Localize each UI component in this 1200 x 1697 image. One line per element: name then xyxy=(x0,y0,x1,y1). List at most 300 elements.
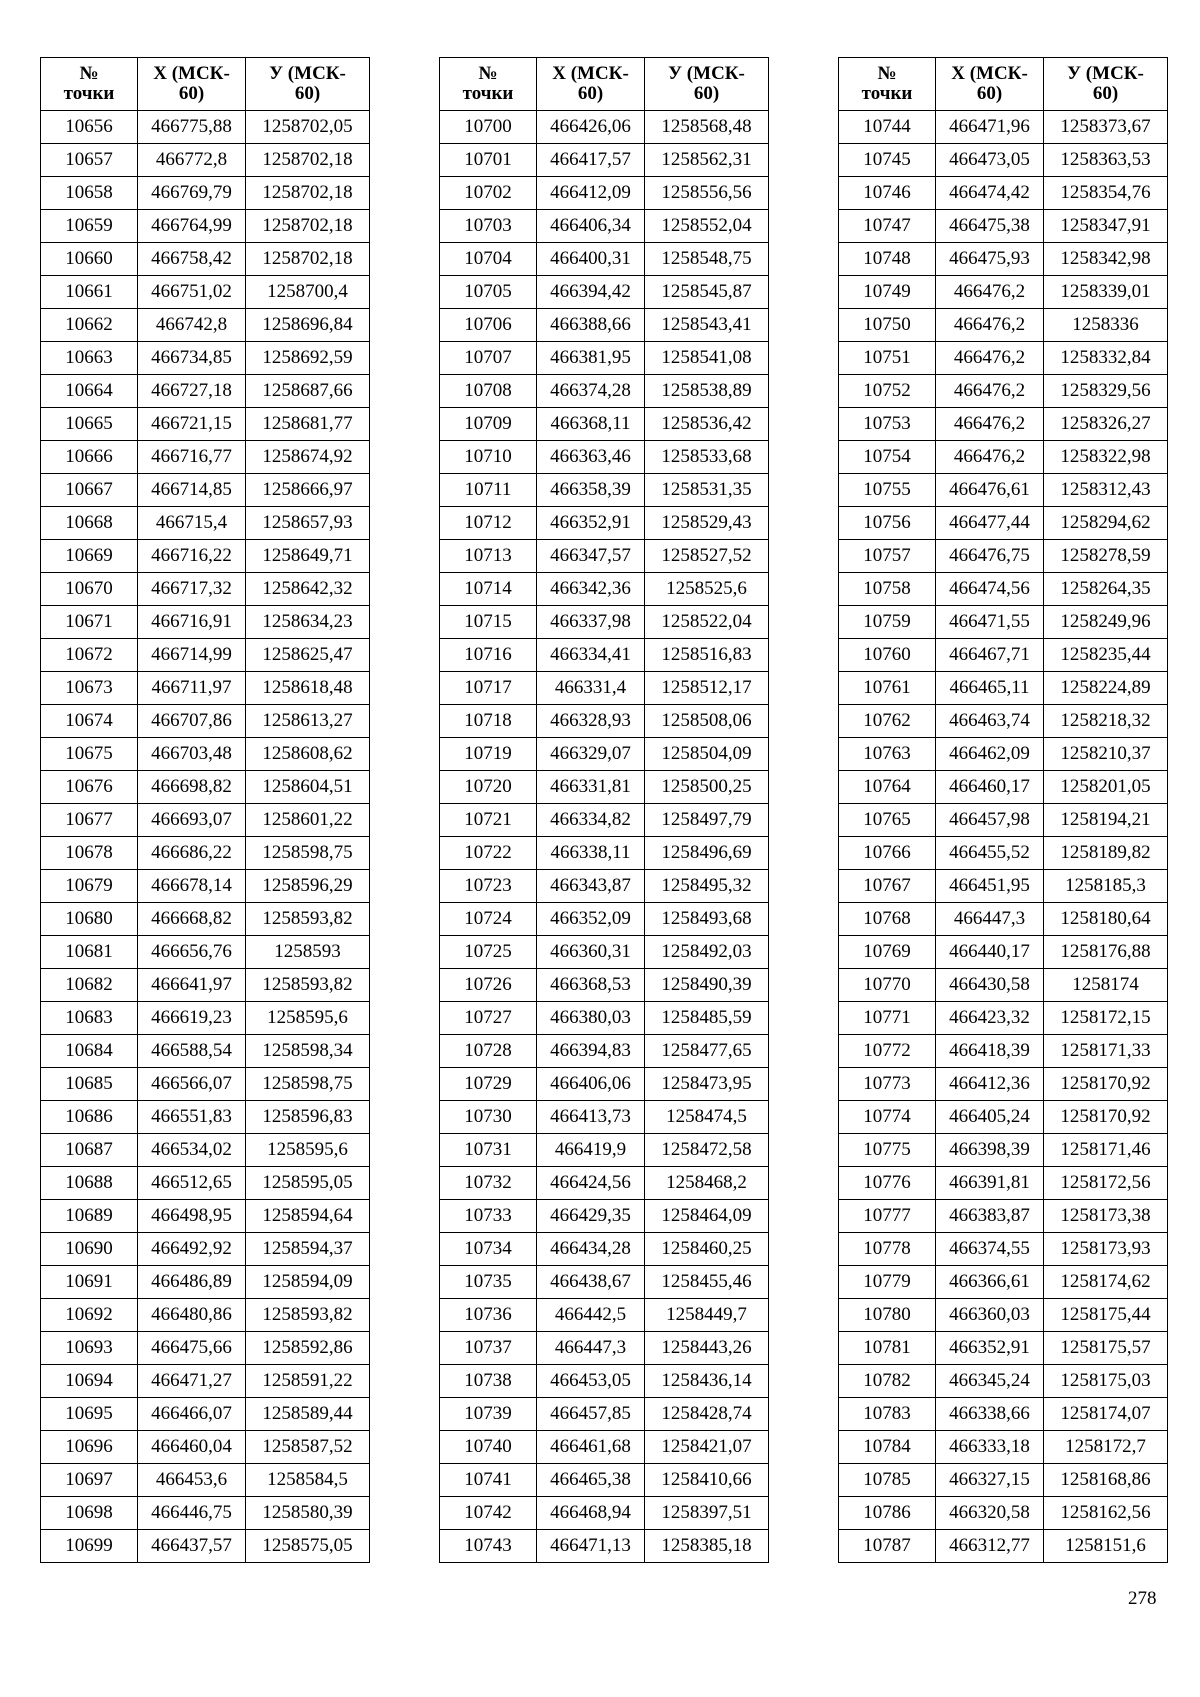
point-number-cell: 10738 xyxy=(440,1365,537,1398)
x-coord-cell: 466438,67 xyxy=(537,1266,645,1299)
point-number-cell: 10777 xyxy=(839,1200,936,1233)
point-number-cell: 10681 xyxy=(41,936,138,969)
table-row xyxy=(41,243,370,276)
point-number-cell: 10734 xyxy=(440,1233,537,1266)
point-number-cell: 10736 xyxy=(440,1299,537,1332)
table-row xyxy=(41,870,370,903)
y-coord-cell: 1258525,6 xyxy=(645,573,769,606)
y-coord-cell: 1258687,66 xyxy=(246,375,370,408)
y-coord-cell: 1258322,98 xyxy=(1044,441,1168,474)
y-coord-cell: 1258249,96 xyxy=(1044,606,1168,639)
point-number-cell: 10679 xyxy=(41,870,138,903)
col-header-x xyxy=(537,58,645,111)
y-coord-cell: 1258464,09 xyxy=(645,1200,769,1233)
point-number-cell: 10713 xyxy=(440,540,537,573)
table-row xyxy=(440,309,769,342)
y-coord-cell: 1258294,62 xyxy=(1044,507,1168,540)
y-coord-cell: 1258674,92 xyxy=(246,441,370,474)
x-coord-cell: 466758,42 xyxy=(138,243,246,276)
point-number-cell: 10739 xyxy=(440,1398,537,1431)
table-row xyxy=(839,672,1168,705)
x-coord-cell: 466474,56 xyxy=(936,573,1044,606)
table-row xyxy=(839,1431,1168,1464)
x-coord-cell: 466461,68 xyxy=(537,1431,645,1464)
col-header-x-line2: 60) xyxy=(178,83,205,104)
point-number-cell: 10694 xyxy=(41,1365,138,1398)
table-row xyxy=(440,903,769,936)
table-row xyxy=(41,1464,370,1497)
table-row xyxy=(839,144,1168,177)
x-coord-cell: 466337,98 xyxy=(537,606,645,639)
y-coord-cell: 1258500,25 xyxy=(645,771,769,804)
table-row xyxy=(41,210,370,243)
x-coord-cell: 466769,79 xyxy=(138,177,246,210)
x-coord-cell: 466440,17 xyxy=(936,936,1044,969)
x-coord-cell: 466388,66 xyxy=(537,309,645,342)
table-row xyxy=(440,771,769,804)
x-coord-cell: 466381,95 xyxy=(537,342,645,375)
y-coord-cell: 1258702,18 xyxy=(246,243,370,276)
y-coord-cell: 1258598,34 xyxy=(246,1035,370,1068)
table-row xyxy=(440,837,769,870)
x-coord-cell: 466360,31 xyxy=(537,936,645,969)
y-coord-cell: 1258562,31 xyxy=(645,144,769,177)
table-row xyxy=(839,1200,1168,1233)
table-row xyxy=(839,1167,1168,1200)
y-coord-cell: 1258235,44 xyxy=(1044,639,1168,672)
x-coord-cell: 466374,55 xyxy=(936,1233,1044,1266)
y-coord-cell: 1258410,66 xyxy=(645,1464,769,1497)
table-row xyxy=(41,276,370,309)
table-row xyxy=(440,573,769,606)
table-row xyxy=(839,870,1168,903)
x-coord-cell: 466394,83 xyxy=(537,1035,645,1068)
x-coord-cell: 466764,99 xyxy=(138,210,246,243)
x-coord-cell: 466716,22 xyxy=(138,540,246,573)
x-coord-cell: 466588,54 xyxy=(138,1035,246,1068)
col-header-x-line2: 60) xyxy=(976,83,1003,104)
table-row xyxy=(41,903,370,936)
point-number-cell: 10771 xyxy=(839,1002,936,1035)
table-row xyxy=(41,1167,370,1200)
point-number-cell: 10782 xyxy=(839,1365,936,1398)
table-row xyxy=(839,408,1168,441)
point-number-cell: 10693 xyxy=(41,1332,138,1365)
y-coord-cell: 1258595,6 xyxy=(246,1134,370,1167)
point-number-cell: 10743 xyxy=(440,1530,537,1563)
y-coord-cell: 1258591,22 xyxy=(246,1365,370,1398)
point-number-cell: 10699 xyxy=(41,1530,138,1563)
x-coord-cell: 466413,73 xyxy=(537,1101,645,1134)
x-coord-cell: 466476,2 xyxy=(936,408,1044,441)
x-coord-cell: 466462,09 xyxy=(936,738,1044,771)
x-coord-cell: 466678,14 xyxy=(138,870,246,903)
x-coord-cell: 466419,9 xyxy=(537,1134,645,1167)
point-number-cell: 10718 xyxy=(440,705,537,738)
col-header-x-line1: X (МСК- xyxy=(951,63,1028,84)
y-coord-cell: 1258700,4 xyxy=(246,276,370,309)
point-number-cell: 10728 xyxy=(440,1035,537,1068)
point-number-cell: 10673 xyxy=(41,672,138,705)
x-coord-cell: 466342,36 xyxy=(537,573,645,606)
point-number-cell: 10723 xyxy=(440,870,537,903)
y-coord-cell: 1258490,39 xyxy=(645,969,769,1002)
point-number-cell: 10778 xyxy=(839,1233,936,1266)
table-row xyxy=(839,540,1168,573)
table-row xyxy=(440,1464,769,1497)
table-row xyxy=(41,639,370,672)
y-coord-cell: 1258594,09 xyxy=(246,1266,370,1299)
x-coord-cell: 466328,93 xyxy=(537,705,645,738)
point-number-cell: 10675 xyxy=(41,738,138,771)
coords-table-2-wrap xyxy=(439,57,769,1563)
col-header-y-line1: У (МСК- xyxy=(1067,63,1144,84)
x-coord-cell: 466716,91 xyxy=(138,606,246,639)
point-number-cell: 10773 xyxy=(839,1068,936,1101)
x-coord-cell: 466716,77 xyxy=(138,441,246,474)
point-number-cell: 10686 xyxy=(41,1101,138,1134)
table-row xyxy=(41,705,370,738)
point-number-cell: 10742 xyxy=(440,1497,537,1530)
point-number-cell: 10677 xyxy=(41,804,138,837)
point-number-cell: 10691 xyxy=(41,1266,138,1299)
table-row xyxy=(839,705,1168,738)
table-row xyxy=(440,1068,769,1101)
point-number-cell: 10712 xyxy=(440,507,537,540)
point-number-cell: 10661 xyxy=(41,276,138,309)
x-coord-cell: 466772,8 xyxy=(138,144,246,177)
table-row xyxy=(41,111,370,144)
point-number-cell: 10682 xyxy=(41,969,138,1002)
table-row xyxy=(440,210,769,243)
point-number-cell: 10768 xyxy=(839,903,936,936)
point-number-cell: 10727 xyxy=(440,1002,537,1035)
point-number-cell: 10741 xyxy=(440,1464,537,1497)
coords-table-3 xyxy=(838,57,1168,1563)
point-number-cell: 10726 xyxy=(440,969,537,1002)
point-number-cell: 10744 xyxy=(839,111,936,144)
col-header-y-line1: У (МСК- xyxy=(269,63,346,84)
table-row xyxy=(440,1167,769,1200)
x-coord-cell: 466717,32 xyxy=(138,573,246,606)
y-coord-cell: 1258512,17 xyxy=(645,672,769,705)
x-coord-cell: 466453,05 xyxy=(537,1365,645,1398)
col-header-x xyxy=(936,58,1044,111)
point-number-cell: 10786 xyxy=(839,1497,936,1530)
table-row xyxy=(440,507,769,540)
point-number-cell: 10700 xyxy=(440,111,537,144)
x-coord-cell: 466775,88 xyxy=(138,111,246,144)
y-coord-cell: 1258485,59 xyxy=(645,1002,769,1035)
y-coord-cell: 1258342,98 xyxy=(1044,243,1168,276)
y-coord-cell: 1258170,92 xyxy=(1044,1068,1168,1101)
y-coord-cell: 1258492,03 xyxy=(645,936,769,969)
table-row xyxy=(41,1233,370,1266)
y-coord-cell: 1258548,75 xyxy=(645,243,769,276)
x-coord-cell: 466412,09 xyxy=(537,177,645,210)
x-coord-cell: 466742,8 xyxy=(138,309,246,342)
y-coord-cell: 1258692,59 xyxy=(246,342,370,375)
table-row xyxy=(440,441,769,474)
point-number-cell: 10704 xyxy=(440,243,537,276)
point-number-cell: 10763 xyxy=(839,738,936,771)
y-coord-cell: 1258162,56 xyxy=(1044,1497,1168,1530)
point-number-cell: 10720 xyxy=(440,771,537,804)
x-coord-cell: 466476,2 xyxy=(936,342,1044,375)
point-number-cell: 10784 xyxy=(839,1431,936,1464)
point-number-cell: 10749 xyxy=(839,276,936,309)
col-header-point-no-line1: № xyxy=(79,63,99,84)
x-coord-cell: 466417,57 xyxy=(537,144,645,177)
y-coord-cell: 1258618,48 xyxy=(246,672,370,705)
point-number-cell: 10665 xyxy=(41,408,138,441)
table-row xyxy=(440,1365,769,1398)
point-number-cell: 10729 xyxy=(440,1068,537,1101)
y-coord-cell: 1258649,71 xyxy=(246,540,370,573)
point-number-cell: 10676 xyxy=(41,771,138,804)
y-coord-cell: 1258696,84 xyxy=(246,309,370,342)
y-coord-cell: 1258373,67 xyxy=(1044,111,1168,144)
x-coord-cell: 466460,04 xyxy=(138,1431,246,1464)
table-row xyxy=(41,342,370,375)
point-number-cell: 10680 xyxy=(41,903,138,936)
x-coord-cell: 466476,75 xyxy=(936,540,1044,573)
x-coord-cell: 466447,3 xyxy=(936,903,1044,936)
x-coord-cell: 466477,44 xyxy=(936,507,1044,540)
y-coord-cell: 1258175,44 xyxy=(1044,1299,1168,1332)
x-coord-cell: 466714,99 xyxy=(138,639,246,672)
x-coord-cell: 466721,15 xyxy=(138,408,246,441)
x-coord-cell: 466465,38 xyxy=(537,1464,645,1497)
point-number-cell: 10751 xyxy=(839,342,936,375)
point-number-cell: 10689 xyxy=(41,1200,138,1233)
x-coord-cell: 466471,27 xyxy=(138,1365,246,1398)
point-number-cell: 10724 xyxy=(440,903,537,936)
table-row xyxy=(839,342,1168,375)
table-row xyxy=(440,1398,769,1431)
table-row xyxy=(440,1002,769,1035)
x-coord-cell: 466312,77 xyxy=(936,1530,1044,1563)
point-number-cell: 10774 xyxy=(839,1101,936,1134)
x-coord-cell: 466451,95 xyxy=(936,870,1044,903)
point-number-cell: 10684 xyxy=(41,1035,138,1068)
table-row xyxy=(839,1035,1168,1068)
x-coord-cell: 466457,98 xyxy=(936,804,1044,837)
y-coord-cell: 1258474,5 xyxy=(645,1101,769,1134)
table-row xyxy=(839,1068,1168,1101)
point-number-cell: 10761 xyxy=(839,672,936,705)
y-coord-cell: 1258568,48 xyxy=(645,111,769,144)
point-number-cell: 10656 xyxy=(41,111,138,144)
y-coord-cell: 1258608,62 xyxy=(246,738,370,771)
point-number-cell: 10725 xyxy=(440,936,537,969)
x-coord-cell: 466368,53 xyxy=(537,969,645,1002)
col-header-y xyxy=(645,58,769,111)
y-coord-cell: 1258522,04 xyxy=(645,606,769,639)
table-row xyxy=(839,111,1168,144)
table-row xyxy=(440,738,769,771)
x-coord-cell: 466480,86 xyxy=(138,1299,246,1332)
x-coord-cell: 466320,58 xyxy=(936,1497,1044,1530)
y-coord-cell: 1258151,6 xyxy=(1044,1530,1168,1563)
table-row xyxy=(839,1266,1168,1299)
x-coord-cell: 466338,66 xyxy=(936,1398,1044,1431)
point-number-cell: 10717 xyxy=(440,672,537,705)
x-coord-cell: 466463,74 xyxy=(936,705,1044,738)
y-coord-cell: 1258174,07 xyxy=(1044,1398,1168,1431)
point-number-cell: 10755 xyxy=(839,474,936,507)
y-coord-cell: 1258329,56 xyxy=(1044,375,1168,408)
x-coord-cell: 466751,02 xyxy=(138,276,246,309)
point-number-cell: 10697 xyxy=(41,1464,138,1497)
point-number-cell: 10750 xyxy=(839,309,936,342)
x-coord-cell: 466391,81 xyxy=(936,1167,1044,1200)
y-coord-cell: 1258172,7 xyxy=(1044,1431,1168,1464)
x-coord-cell: 466380,03 xyxy=(537,1002,645,1035)
y-coord-cell: 1258175,57 xyxy=(1044,1332,1168,1365)
x-coord-cell: 466698,82 xyxy=(138,771,246,804)
table-row xyxy=(41,441,370,474)
y-coord-cell: 1258354,76 xyxy=(1044,177,1168,210)
table-row xyxy=(440,276,769,309)
table-row xyxy=(41,738,370,771)
table-body xyxy=(839,111,1168,1563)
x-coord-cell: 466486,89 xyxy=(138,1266,246,1299)
col-header-x-line1: X (МСК- xyxy=(552,63,629,84)
point-number-cell: 10664 xyxy=(41,375,138,408)
point-number-cell: 10767 xyxy=(839,870,936,903)
point-number-cell: 10759 xyxy=(839,606,936,639)
y-coord-cell: 1258657,93 xyxy=(246,507,370,540)
y-coord-cell: 1258702,18 xyxy=(246,144,370,177)
y-coord-cell: 1258472,58 xyxy=(645,1134,769,1167)
table-row xyxy=(440,540,769,573)
y-coord-cell: 1258443,26 xyxy=(645,1332,769,1365)
y-coord-cell: 1258593 xyxy=(246,936,370,969)
point-number-cell: 10719 xyxy=(440,738,537,771)
x-coord-cell: 466641,97 xyxy=(138,969,246,1002)
x-coord-cell: 466343,87 xyxy=(537,870,645,903)
table-row xyxy=(41,1200,370,1233)
table-row xyxy=(839,507,1168,540)
point-number-cell: 10708 xyxy=(440,375,537,408)
point-number-cell: 10722 xyxy=(440,837,537,870)
col-header-x-line1: X (МСК- xyxy=(153,63,230,84)
table-row xyxy=(41,375,370,408)
coords-table-1-wrap xyxy=(40,57,370,1563)
y-coord-cell: 1258598,75 xyxy=(246,1068,370,1101)
y-coord-cell: 1258702,18 xyxy=(246,210,370,243)
point-number-cell: 10756 xyxy=(839,507,936,540)
point-number-cell: 10776 xyxy=(839,1167,936,1200)
point-number-cell: 10690 xyxy=(41,1233,138,1266)
coords-table-2 xyxy=(439,57,769,1563)
y-coord-cell: 1258625,47 xyxy=(246,639,370,672)
point-number-cell: 10662 xyxy=(41,309,138,342)
table-row xyxy=(839,903,1168,936)
x-coord-cell: 466466,07 xyxy=(138,1398,246,1431)
table-row xyxy=(839,771,1168,804)
col-header-point-no-line2: точки xyxy=(861,83,913,104)
table-row xyxy=(839,1365,1168,1398)
y-coord-cell: 1258171,33 xyxy=(1044,1035,1168,1068)
table-row xyxy=(839,1497,1168,1530)
point-number-cell: 10660 xyxy=(41,243,138,276)
y-coord-cell: 1258180,64 xyxy=(1044,903,1168,936)
x-coord-cell: 466374,28 xyxy=(537,375,645,408)
x-coord-cell: 466446,75 xyxy=(138,1497,246,1530)
col-header-y xyxy=(246,58,370,111)
y-coord-cell: 1258589,44 xyxy=(246,1398,370,1431)
y-coord-cell: 1258593,82 xyxy=(246,903,370,936)
page-number: 278 xyxy=(1128,1588,1157,1609)
x-coord-cell: 466334,41 xyxy=(537,639,645,672)
point-number-cell: 10687 xyxy=(41,1134,138,1167)
table-row xyxy=(839,969,1168,1002)
point-number-cell: 10683 xyxy=(41,1002,138,1035)
col-header-x xyxy=(138,58,246,111)
y-coord-cell: 1258596,29 xyxy=(246,870,370,903)
table-row xyxy=(440,870,769,903)
point-number-cell: 10657 xyxy=(41,144,138,177)
y-coord-cell: 1258593,82 xyxy=(246,969,370,1002)
x-coord-cell: 466406,34 xyxy=(537,210,645,243)
table-row xyxy=(41,1101,370,1134)
table-row xyxy=(839,1464,1168,1497)
point-number-cell: 10775 xyxy=(839,1134,936,1167)
table-row xyxy=(839,1134,1168,1167)
x-coord-cell: 466707,86 xyxy=(138,705,246,738)
point-number-cell: 10709 xyxy=(440,408,537,441)
x-coord-cell: 466498,95 xyxy=(138,1200,246,1233)
y-coord-cell: 1258556,56 xyxy=(645,177,769,210)
point-number-cell: 10721 xyxy=(440,804,537,837)
table-row xyxy=(41,1398,370,1431)
point-number-cell: 10752 xyxy=(839,375,936,408)
x-coord-cell: 466693,07 xyxy=(138,804,246,837)
point-number-cell: 10760 xyxy=(839,639,936,672)
table-row xyxy=(839,243,1168,276)
y-coord-cell: 1258529,43 xyxy=(645,507,769,540)
col-header-point-no xyxy=(440,58,537,111)
point-number-cell: 10667 xyxy=(41,474,138,507)
col-header-y-line2: 60) xyxy=(1092,83,1119,104)
x-coord-cell: 466471,96 xyxy=(936,111,1044,144)
x-coord-cell: 466467,71 xyxy=(936,639,1044,672)
table-row xyxy=(41,309,370,342)
x-coord-cell: 466383,87 xyxy=(936,1200,1044,1233)
table-row xyxy=(839,1299,1168,1332)
x-coord-cell: 466492,92 xyxy=(138,1233,246,1266)
x-coord-cell: 466347,57 xyxy=(537,540,645,573)
table-row xyxy=(839,1332,1168,1365)
table-row xyxy=(41,606,370,639)
y-coord-cell: 1258176,88 xyxy=(1044,936,1168,969)
table-row xyxy=(41,540,370,573)
y-coord-cell: 1258397,51 xyxy=(645,1497,769,1530)
y-coord-cell: 1258173,93 xyxy=(1044,1233,1168,1266)
x-coord-cell: 466455,52 xyxy=(936,837,1044,870)
y-coord-cell: 1258642,32 xyxy=(246,573,370,606)
point-number-cell: 10658 xyxy=(41,177,138,210)
x-coord-cell: 466424,56 xyxy=(537,1167,645,1200)
y-coord-cell: 1258504,09 xyxy=(645,738,769,771)
x-coord-cell: 466471,13 xyxy=(537,1530,645,1563)
x-coord-cell: 466400,31 xyxy=(537,243,645,276)
x-coord-cell: 466352,09 xyxy=(537,903,645,936)
point-number-cell: 10668 xyxy=(41,507,138,540)
y-coord-cell: 1258201,05 xyxy=(1044,771,1168,804)
